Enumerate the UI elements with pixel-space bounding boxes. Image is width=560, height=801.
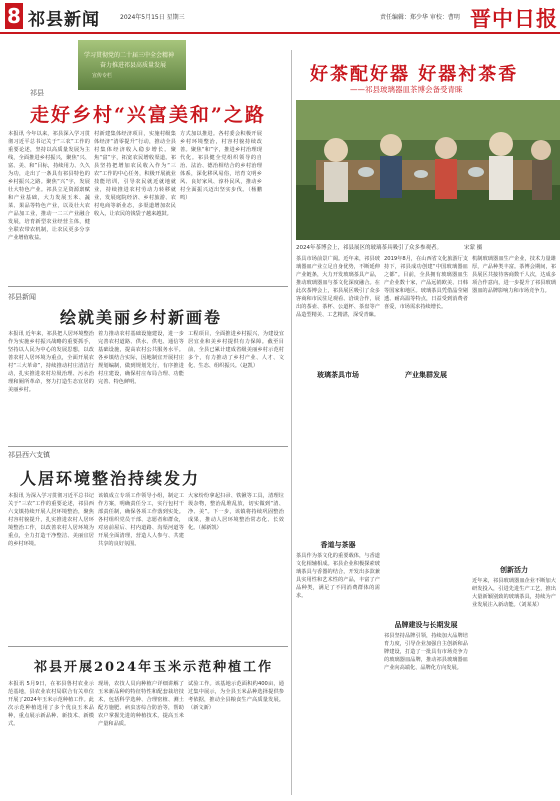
article-body-column: 本报讯 为深入学习贯彻习近平总书记关于“三农”工作的重要论述，祁县西六支镇持续开展人居环境整治，聚焦村容村貌提升，扎实推进农村人居环境整治工作，以改善农村人居环境为重点，全力打造干净整洁、美丽宜居的乡村环境。 [8, 493, 94, 547]
article-body-column: 现场，农技人员向种植户详细讲解了玉米新品种的特征特性和配套栽培技术，包括科学选种、合理密植、测土配方施肥、病虫害综合防治等，帮助农户掌握先进的种植技术，提高玉米产量和品质。 [98, 681, 184, 727]
divider [8, 646, 288, 647]
newspaper-masthead: 晋中日报 [470, 6, 558, 31]
article-headline: 绘就美丽乡村新画卷 [60, 308, 223, 327]
section-subheading: 玻璃茶具市场 [317, 371, 359, 379]
article-body-column: 本报讯 近年来，祁县把人居环境整治作为实施乡村振兴战略的重要抓手，坚持以人民为中心的发展思想，以改善农村人居环境为重点，全面开展农村“三大革命”，持续推动村庄清洁行动，扎实推进农村垃圾治理、污水治理和厕所革命，努力打造生态宜居的美丽乡村。 [8, 331, 94, 393]
article-body-column: 机制玻璃器皿生产企业，技术力量雄厚，产品种类丰富。茶博会期间，祁县展区共接待客商数千人次，达成多项合作意向，进一步提升了祁县玻璃器皿的品牌影响力和市场竞争力。 [472, 256, 556, 294]
article-body-column: 茶具作为茶文化的重要载体，与香道文化相辅相成。祁县企业积极探索玻璃茶具与香器的结合，开发出多款兼具实用性和艺术性的产品，丰富了产品种类，满足了不同消费群体的需求。 [296, 553, 380, 599]
section-subheading: 创新活力 [500, 566, 528, 574]
article-body-column: 着力推动农村基础设施建设，进一步完善农村道路、供水、供电、通信等基础设施，提高农村公共服务水平。各乡镇结合实际，因地制宜开展村庄规划编制，做到规划先行，有序推进村庄建设，确保村庄布局合理、功能完善、特色鲜明。 [98, 331, 184, 385]
photo-caption: 2024年茶博会上，祁县展区的玻璃茶具吸引了众多参观者。 [296, 245, 442, 251]
section-name: 祁县新闻 [28, 10, 100, 30]
divider [8, 446, 288, 447]
page-header [0, 0, 560, 34]
issue-date: 2024年5月15日 星期三 [120, 14, 185, 21]
article-headline: 人居环境整治持续发力 [20, 469, 201, 488]
article-body-column: 大家纷纷拿起扫帚、铁锹等工具，清理垃圾杂物，整治乱堆乱放，切实做到“清、净、美”。下一步，该镇将持续巩固整治成果，推动人居环境整治常态化、长效化。（郝新凯） [188, 493, 284, 531]
article-headline: 走好乡村“兴富美和”之路 [30, 104, 266, 126]
article-kicker: 祁县西六支镇 [8, 451, 50, 459]
promo-banner [78, 40, 186, 90]
article-body-column: 村新建集体经济项目，实施村级集体经济“清零提升”行动，推动全县村集体经济收入稳步增长。聚焦“富”字，拓宽农民增收渠道。祁县坚持把增加农民收入作为“三农”工作的中心任务，积极开展就业技能培训，引导农民就近就地就业，持续推进农村劳动力转移就业，发展庭院经济、乡村旅游、农村电商等新业态，多渠道增加农民收入，让农民的钱袋子越来越鼓。 [94, 131, 176, 217]
banner-line-2: 奋力推进祁县高质量发展 [100, 62, 167, 69]
article-body-column: 试验工作。该基地示范面积约400亩，通过集中展示，为全县玉米品种选择提供参考依据，推动全县粮食生产高质量发展。（新文新） [188, 681, 284, 711]
section-subheading: 产业集群发展 [405, 371, 447, 379]
section-subheading: 香道与茶器 [320, 541, 356, 549]
divider [8, 286, 288, 287]
section-subheading: 品牌建设与长期发展 [394, 621, 458, 629]
article-body-column: 茶具市场前景广阔。近年来，祁县玻璃器皿产业立足自身优势，不断延伸产业链条，大力开发玻璃茶具产品，推动玻璃器皿与茶文化深度融合。在此次茶博会上，祁县展区吸引了众多客商和市民驻足观看、洽谈合作，展出的茶壶、茶杯、公道杯、茶盘等产品造型精美、工艺精湛，深受青睐。 [296, 256, 380, 318]
article-kicker: 祁县 [30, 89, 44, 97]
article-body-column: 本报讯 今年以来，祁县深入学习贯彻习近平总书记关于“三农”工作的重要论述，坚持以高质量发展为主线，全面推进乡村振兴，聚焦“兴、富、美、和”目标，持续用力、久久为功，走出了一条具有祁县特色的乡村振兴之路。聚焦“兴”字，发展壮大特色产业。祁县立足资源禀赋和产业基础，大力发展玉米、蔬菜、果品等特色产业，以及壮大农产品加工业，推动一二三产业融合发展，培育新型农业经营主体，健全联农带农机制，让农民更多分享产业增值收益。 [8, 131, 90, 241]
article-body-column: 该镇成立专项工作领导小组，制定工作方案，明确责任分工，实行包村干部责任制，确保各项工作落到实处。各村组织党员干部、志愿者和群众，对房前屋后、村内道路、沟渠河道等开展全面清理，营造人人参与、共建共享的良好氛围。 [98, 493, 184, 547]
banner-line-3: 宣传专栏 [92, 73, 113, 79]
article-photo [296, 100, 560, 240]
article-headline: 好茶配好器 好器衬茶香 [310, 64, 519, 85]
editors-line: 责任编辑：郑少华 审校：曹明 [380, 14, 460, 21]
article-body-column: 工程项目，全面推进乡村振兴，为建设宜居宜业和美乡村提供有力保障。截至目前，全县已累计建成省级美丽乡村示范村多个，有力推动了乡村产业、人才、文化、生态、组织振兴。（赵凯） [188, 331, 284, 369]
article-body-column: 2019年8月，在山西省文化旅游厅支持下，祁县成功创建“中国玻璃器皿之都”。目前，全县拥有玻璃器皿生产企业数十家，产品远销欧美、日韩等国家和地区。玻璃茶具凭借晶莹剔透、耐高温等特点，日益受到消费者喜爱，市场需求持续增长。 [384, 256, 468, 310]
photo-image [296, 100, 560, 240]
banner-line-1: 学习贯彻党的二十届三中全会精神 [84, 52, 175, 59]
article-body-column: 祁县坚持品牌引领，持续加大品牌培育力度，引导企业加强自主创新和品牌建设，打造了一批具有市场竞争力的玻璃器皿品牌，推动祁县玻璃器皿产业向高端化、品牌化方向发展。 [384, 633, 468, 671]
article-headline: 祁县开展2024年玉米示范种植工作 [34, 660, 274, 675]
page-number: 8 [5, 3, 23, 29]
article-body-column: 近年来，祁县玻璃器皿企业不断加大研发投入，引进先进生产工艺，推出大量新颖别致的玻璃茶具，持续为产业发展注入新动能。（刘某某） [472, 578, 556, 608]
article-subtitle: ——祁县玻璃器皿茶博会备受青睐 [350, 85, 463, 94]
article-body-column: 本报讯 5月9日，在祁县鲁村农业示范基地，县农业农村局联合有关单位开展了2024年玉米示范种植工作。此次示范种植选用了多个优良玉米品种，重点展示新品种、新技术、新模式。 [8, 681, 94, 727]
article-kicker: 祁县新闻 [8, 293, 36, 301]
article-body-column: 方式加以推进。各村委会积极开展乡村环境整治，村容村貌持续改善。聚焦“和”字，推进乡村治理现代化。祁县健全党组织领导的自治、法治、德治相结合的乡村治理体系，深化移风易俗，培育文明乡风、良好家风、淳朴民风，推动乡村全面振兴迈出坚实步伐。（杨鹏鸣） [180, 131, 262, 201]
photo-credit: 宋蒙 摄 [464, 245, 483, 251]
column-divider [291, 50, 292, 795]
